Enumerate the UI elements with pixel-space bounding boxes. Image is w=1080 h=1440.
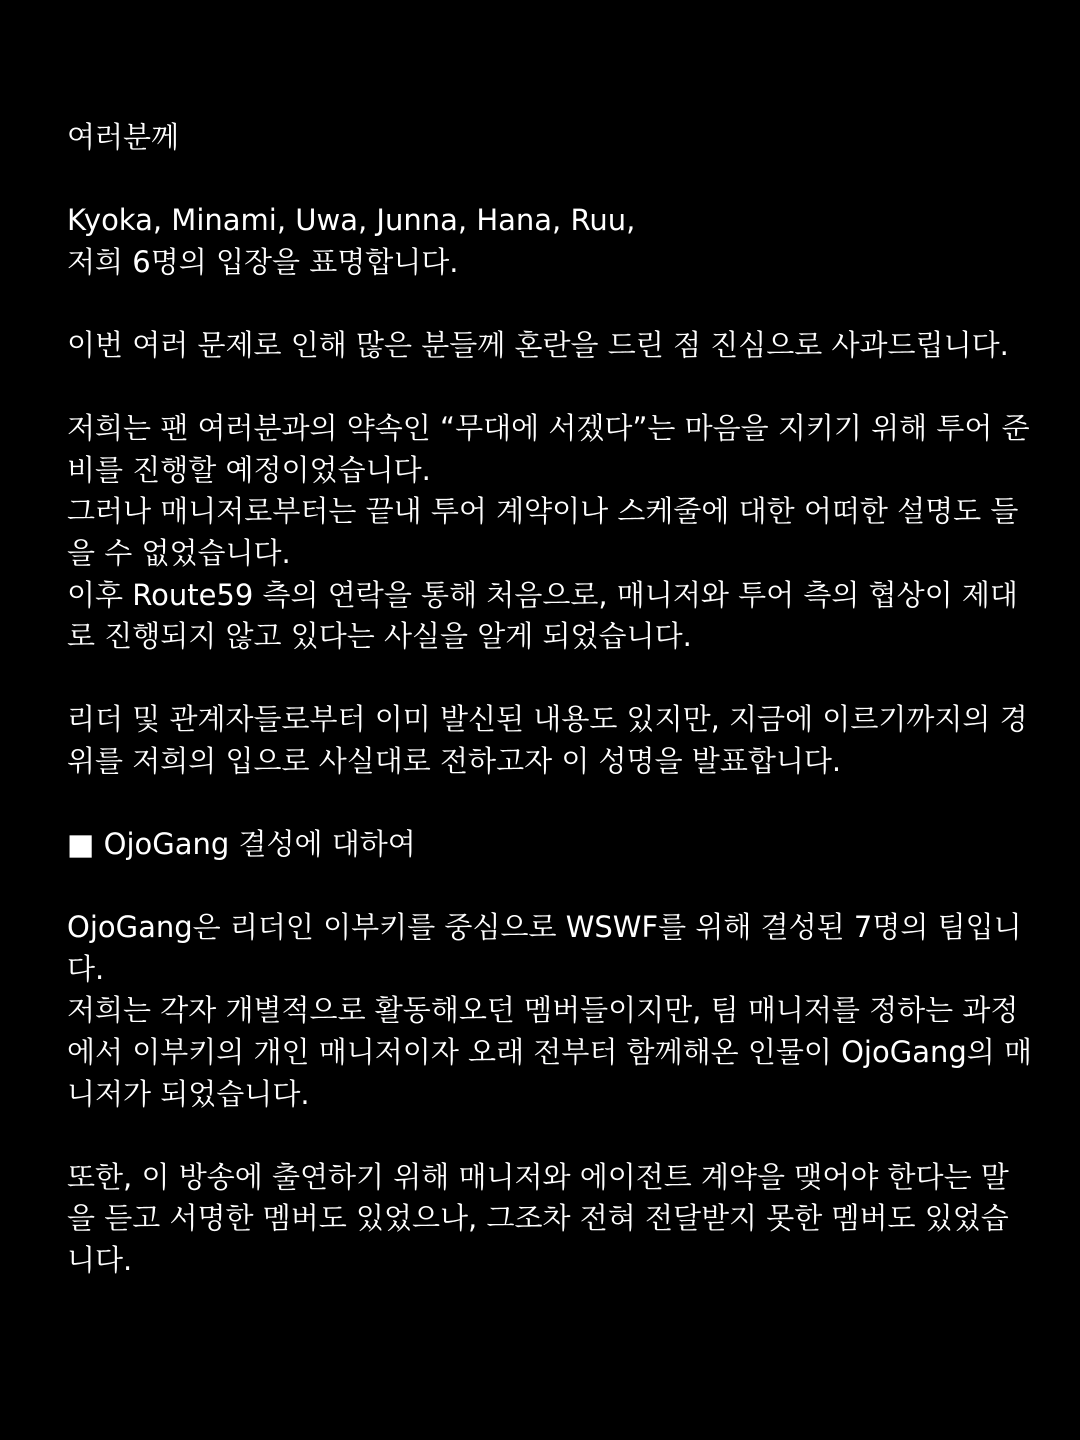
background-line: 저희는 팬 여러분과의 약속인 “무대에 서겠다”는 마음을 지키기 위해 투어 준	[67, 411, 1030, 446]
background-line: 을 수 없었습니다.	[67, 535, 291, 570]
apology-paragraph	[67, 325, 1012, 367]
intro-line: Kyoka, Minami, Uwa, Junna, Hana, Ruu,	[67, 203, 636, 238]
formation-line: 에서 이부키의 개인 매니저이자 오래 전부터 함께해온 인물이 OjoGang의 매	[67, 1035, 1033, 1070]
purpose-line: 위를 저희의 입으로 사실대로 전하고자 이 성명을 발표합니다.	[67, 743, 842, 778]
formation-line: 니저가 되었습니다.	[67, 1076, 310, 1111]
section-heading: ■ OjoGang 결성에 대하여	[67, 827, 416, 862]
background-line: 이후 Route59 측의 연락을 통해 처음으로, 매니저와 투어 측의 협상이 제대	[67, 577, 1018, 612]
formation-line: 저희는 각자 개별적으로 활동해오던 멤버들이지만, 팀 매니저를 정하는 과정	[67, 993, 1019, 1028]
paragraph-spacer	[67, 367, 1012, 409]
paragraph-spacer	[67, 658, 1012, 700]
contract-paragraph	[67, 1157, 1012, 1282]
purpose-line: 리더 및 관계자들로부터 이미 발신된 내용도 있지만, 지금에 이르기까지의 경	[67, 702, 1028, 737]
formation-line: 다.	[67, 951, 105, 986]
background-line: 로 진행되지 않고 있다는 사실을 알게 되었습니다.	[67, 619, 692, 654]
contract-line: 또한, 이 방송에 출연하기 위해 매니저와 에이전트 계약을 맺어야 한다는 말	[67, 1159, 1009, 1194]
intro-paragraph	[67, 200, 1012, 283]
paragraph-spacer	[67, 1115, 1012, 1157]
paragraph-spacer	[67, 783, 1012, 825]
paragraph-spacer	[67, 283, 1012, 325]
formation-paragraph	[67, 907, 1033, 1115]
salutation: 여러분께	[67, 120, 180, 154]
contract-line: 니다.	[67, 1243, 133, 1278]
apology-line: 이번 여러 문제로 인해 많은 분들께 혼란을 드린 점 진심으로 사과드립니다.	[67, 327, 1009, 362]
contract-line: 을 듣고 서명한 멤버도 있었으나, 그조차 전혀 전달받지 못한 멤버도 있었습	[67, 1201, 1009, 1236]
intro-line: 저희 6명의 입장을 표명합니다.	[67, 244, 459, 279]
formation-line: OjoGang은 리더인 이부키를 중심으로 WSWF를 위해 결성된 7명의 팀입니	[67, 910, 1022, 945]
statement-body	[67, 117, 1033, 1282]
background-line: 비를 진행할 예정이었습니다.	[67, 452, 431, 487]
purpose-paragraph	[67, 699, 1028, 782]
background-paragraph	[67, 408, 1030, 658]
background-line: 그러나 매니저로부터는 끝내 투어 계약이나 스케줄에 대한 어떠한 설명도 들	[67, 494, 1019, 529]
paragraph-spacer	[67, 866, 1012, 908]
paragraph-spacer	[67, 159, 1012, 201]
